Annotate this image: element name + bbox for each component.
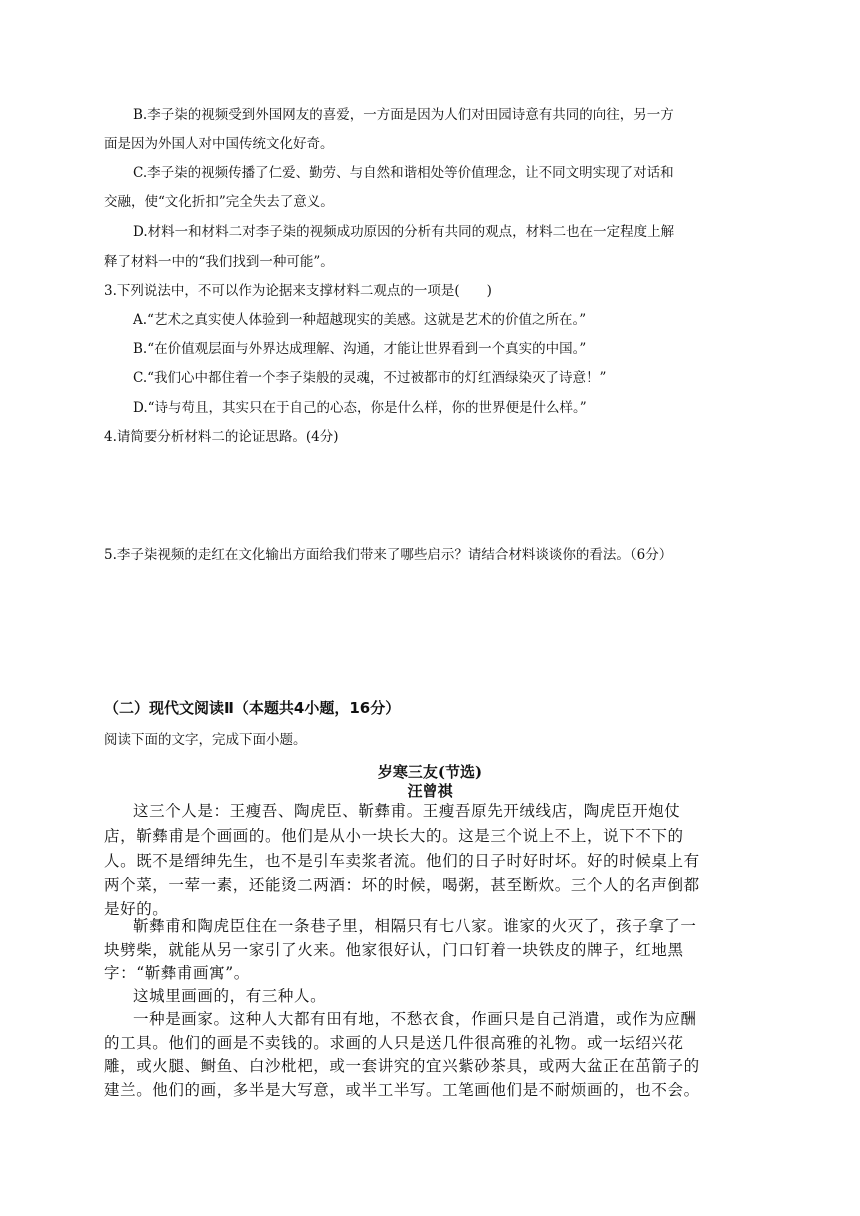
passage-title: 岁寒三友(节选) <box>377 763 483 781</box>
option-d-line2: 释了材料一中的“我们找到一种可能”。 <box>104 254 334 270</box>
passage-author: 汪曾祺 <box>407 782 453 800</box>
option-c: C.“我们心中都住着一个李子柒般的灵魂，不过被都市的灯红酒绿染灭了诗意！” <box>133 370 607 386</box>
option-a: A.“艺术之真实使人体验到一种超越现实的美感。这就是艺术的价值之所在。” <box>133 312 587 328</box>
passage-line: 这三个人是：王瘦吾、陶虎臣、靳彝甫。王瘦吾原先开绒线店，陶虎臣开炮仗 <box>133 802 681 820</box>
passage-line: 雕，或火腿、鲥鱼、白沙枇杷，或一套讲究的宜兴紫砂茶具，或两大盆正在茁箭子的 <box>104 1057 700 1075</box>
option-c-line1: C.李子柒的视频传播了仁爱、勤劳、与自然和谐相处等价值理念，让不同文明实现了对话和 <box>133 165 674 181</box>
question-5-stem: 5.李子柒视频的走红在文化输出方面给我们带来了哪些启示？请结合材料谈谈你的看法。（6分） <box>104 547 673 563</box>
option-d-line1: D.材料一和材料二对李子柒的视频成功原因的分析有共同的观点，材料二也在一定程度上解 <box>133 224 675 240</box>
passage-line: 字：“靳彝甫画寓”。 <box>104 964 250 982</box>
question-3-stem: 3.下列说法中，不可以作为论据来支撑材料二观点的一项是( ) <box>104 283 492 299</box>
passage-line: 建兰。他们的画，多半是大写意，或半工半写。工笔画他们是不耐烦画的，也不会。 <box>104 1081 700 1099</box>
passage-line: 靳彝甫和陶虎臣住在一条巷子里，相隔只有七八家。谁家的火灭了，孩子拿了一 <box>133 917 697 935</box>
option-b-line2: 面是因为外国人对中国传统文化好奇。 <box>104 136 334 152</box>
passage-line: 块劈柴，就能从另一家引了火来。他家很好认，门口钉着一块铁皮的牌子，红地黑 <box>104 941 684 959</box>
passage-line: 两个菜，一荤一素，还能烫二两酒：坏的时候，喝粥，甚至断炊。三个人的名声倒都 <box>104 876 700 894</box>
passage-line: 的工具。他们的画是不卖钱的。求画的人只是送几件很高雅的礼物。或一坛绍兴花 <box>104 1034 684 1052</box>
passage-line: 一种是画家。这种人大都有田有地，不愁衣食，作画只是自己消遣，或作为应酬 <box>133 1010 697 1028</box>
option-b: B.“在价值观层面与外界达成理解、沟通，才能让世界看到一个真实的中国。” <box>133 341 587 357</box>
passage-line: 这城里画画的，有三种人。 <box>133 987 327 1005</box>
option-c-line2: 交融，使“文化折扣”完全失去了意义。 <box>104 194 334 210</box>
passage-line: 是好的。 <box>104 900 169 918</box>
option-d: D.“诗与苟且，其实只在于自己的心态，你是什么样，你的世界便是什么样。” <box>133 400 587 416</box>
option-b-line1: B.李子柒的视频受到外国网友的喜爱，一方面是因为人们对田园诗意有共同的向往，另一方 <box>133 107 674 123</box>
reading-instruction: 阅读下面的文字，完成下面小题。 <box>104 732 307 748</box>
section-heading: （二）现代文阅读Ⅱ（本题共4小题，16分） <box>104 699 401 717</box>
question-4-stem: 4.请简要分析材料二的论证思路。(4分) <box>104 429 339 445</box>
passage-line: 人。既不是缙绅先生，也不是引车卖浆者流。他们的日子时好时坏。好的时候桌上有 <box>104 852 700 870</box>
passage-line: 店，靳彝甫是个画画的。他们是从小一块长大的。这是三个说上不上，说下不下的 <box>104 827 684 845</box>
